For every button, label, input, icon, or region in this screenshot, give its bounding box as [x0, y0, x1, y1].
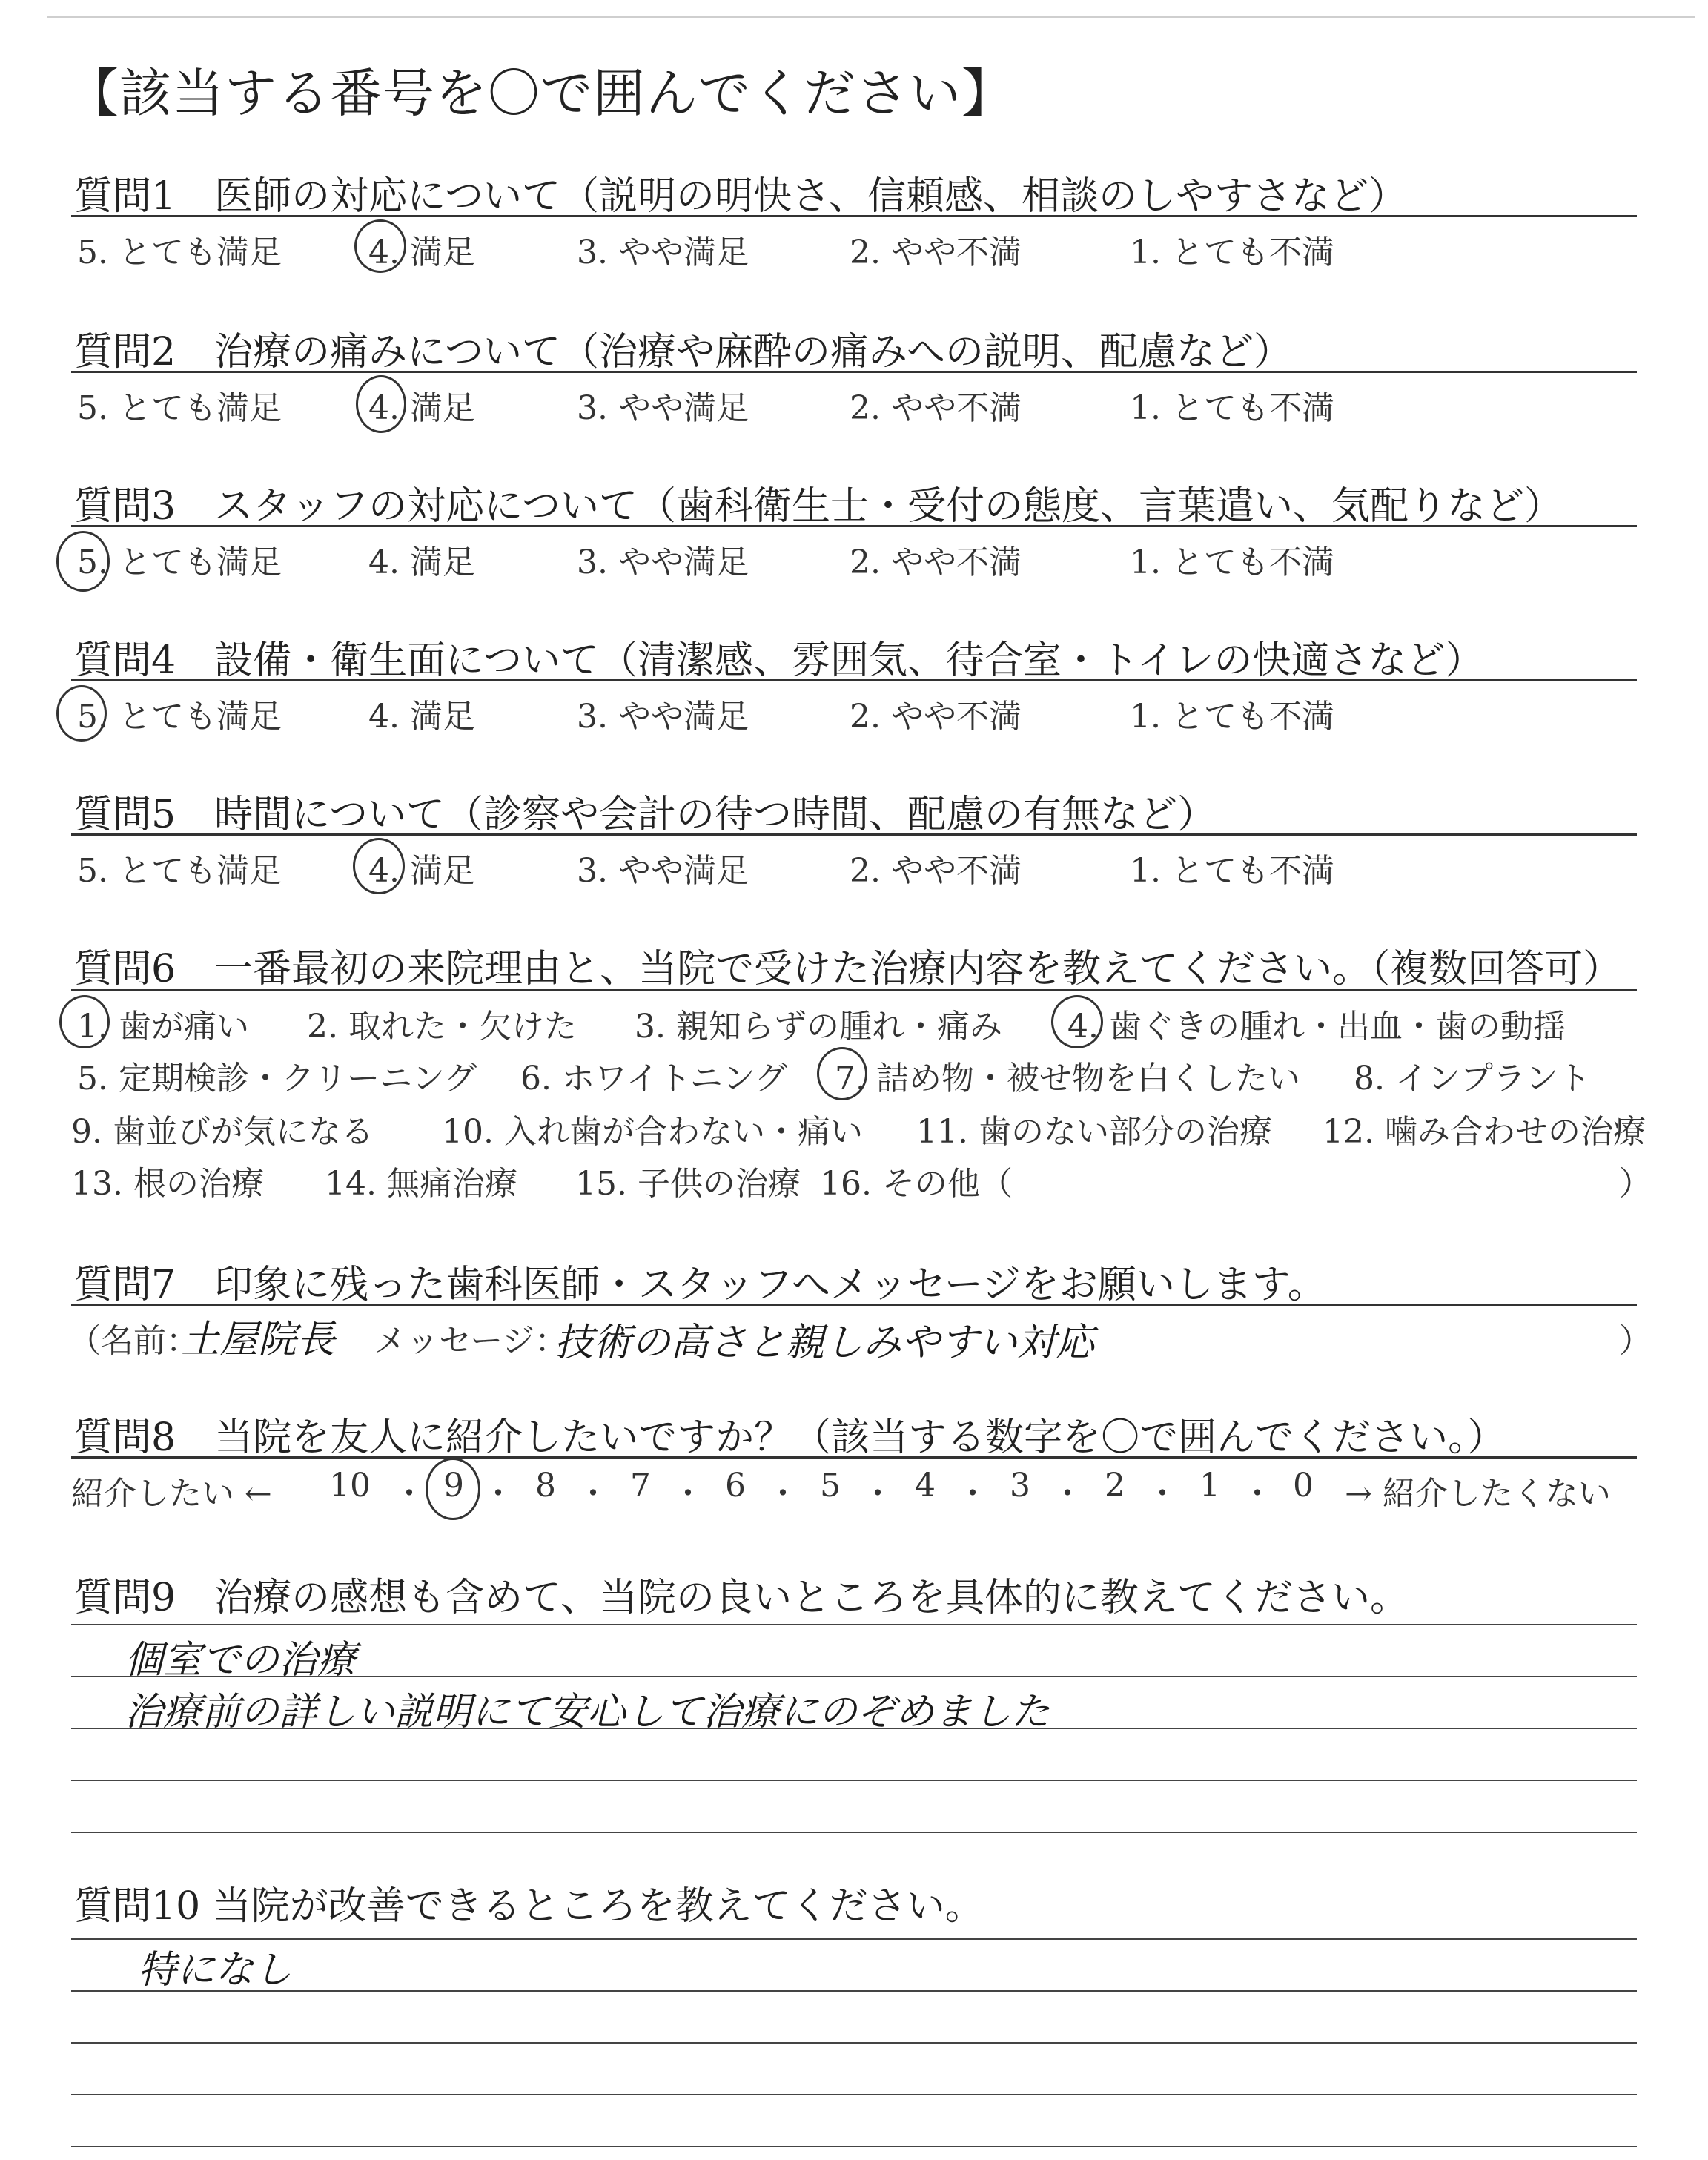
q6-option-12[interactable]: 12. 噛み合わせの治療: [1323, 1113, 1646, 1151]
question-5-title: 質問5 時間について（診察や会計の待つ時間、配慮の有無など）: [74, 793, 1217, 837]
question-8-title: 質問8 当院を友人に紹介したいですか？（該当する数字を〇で囲んでください。）: [74, 1416, 1506, 1460]
q8-left-label: 紹介したい ←: [71, 1475, 272, 1513]
q6-option-10[interactable]: 10. 入れ歯が合わない・痛い: [442, 1113, 863, 1151]
q7-message-label: メッセージ：: [374, 1322, 568, 1360]
q1-option-2[interactable]: 2. やや不満: [850, 234, 1022, 271]
question-2-title: 質問2 治療の痛みについて（治療や麻酔の痛みへの説明、配慮など）: [74, 330, 1293, 374]
question-6-rule: [71, 989, 1637, 991]
q2-option-4[interactable]: 4. 満足: [368, 389, 475, 427]
q8-selection-circle: [426, 1458, 480, 1520]
q8-score-2[interactable]: 2: [1105, 1467, 1125, 1505]
q1-selection-circle: [354, 219, 406, 273]
q1-option-3[interactable]: 3. やや満足: [577, 234, 749, 271]
q6-option-9[interactable]: 9. 歯並びが気になる: [71, 1113, 374, 1151]
q6-other-close-paren: ）: [1619, 1165, 1652, 1203]
q5-option-2[interactable]: 2. やや不満: [850, 852, 1022, 890]
q10-answer-line: [71, 2042, 1637, 2044]
q1-option-4[interactable]: 4. 満足: [368, 234, 475, 271]
q3-option-4[interactable]: 4. 満足: [368, 544, 475, 581]
q8-separator: ・: [393, 1475, 426, 1513]
q8-separator: ・: [1146, 1475, 1179, 1513]
question-7-rule: [71, 1304, 1637, 1306]
q6-option-7[interactable]: 7. 詰め物・被せ物を白くしたい: [835, 1060, 1300, 1097]
q5-option-3[interactable]: 3. やや満足: [577, 852, 749, 890]
q5-option-4[interactable]: 4. 満足: [368, 852, 475, 890]
q5-option-5[interactable]: 5. とても満足: [77, 852, 282, 890]
q10-answer-line-1[interactable]: 特になし: [138, 1948, 293, 1992]
q8-score-1[interactable]: 1: [1199, 1467, 1220, 1505]
q5-selection-circle: [353, 838, 405, 894]
q3-option-3[interactable]: 3. やや満足: [577, 544, 749, 581]
q6-option-1[interactable]: 1. 歯が痛い: [77, 1008, 249, 1046]
q2-option-2[interactable]: 2. やや不満: [850, 389, 1022, 427]
q6-option-4[interactable]: 4. 歯ぐきの腫れ・出血・歯の動揺: [1068, 1008, 1566, 1046]
q8-separator: ・: [577, 1475, 609, 1513]
q4-option-1[interactable]: 1. とても不満: [1130, 698, 1334, 736]
q3-selection-circle: [56, 531, 110, 592]
q6-option-13[interactable]: 13. 根の治療: [71, 1165, 264, 1203]
q4-option-5[interactable]: 5. とても満足: [77, 698, 282, 736]
q8-score-5[interactable]: 5: [820, 1467, 841, 1505]
q8-score-10[interactable]: 10: [329, 1467, 371, 1505]
question-9-title: 質問9 治療の感想も含めて、当院の良いところを具体的に教えてください。: [74, 1576, 1409, 1620]
q8-separator: ・: [767, 1475, 799, 1513]
q4-selection-circle: [56, 685, 107, 742]
q9-answer-line: [71, 1624, 1637, 1625]
q8-score-4[interactable]: 4: [915, 1467, 936, 1505]
question-4-title: 質問4 設備・衛生面について（清潔感、雰囲気、待合室・トイレの快適さなど）: [74, 638, 1484, 683]
q9-answer-line-2[interactable]: 治療前の詳しい説明にて安心して治療にのぞめました: [125, 1690, 1050, 1734]
q8-separator: ・: [956, 1475, 989, 1513]
q2-option-1[interactable]: 1. とても不満: [1130, 389, 1334, 427]
q10-answer-line: [71, 1990, 1637, 1992]
q4-option-3[interactable]: 3. やや満足: [577, 698, 749, 736]
question-1-rule: [71, 215, 1637, 217]
question-8-rule: [71, 1456, 1637, 1459]
q8-separator: ・: [1241, 1475, 1274, 1513]
q6-selection-circle-7: [817, 1047, 867, 1100]
question-1-title: 質問1 医師の対応について（説明の明快さ、信頼感、相談のしやすさなど）: [74, 174, 1407, 219]
instruction-header: 【該当する番号を〇で囲んでください】: [67, 63, 1014, 124]
q8-score-9[interactable]: 9: [443, 1467, 464, 1505]
q8-separator: ・: [861, 1475, 894, 1513]
q2-option-5[interactable]: 5. とても満足: [77, 389, 282, 427]
q8-right-label: → 紹介したくない: [1345, 1475, 1611, 1513]
q1-option-5[interactable]: 5. とても満足: [77, 234, 282, 271]
q9-answer-line: [71, 1832, 1637, 1833]
q4-option-2[interactable]: 2. やや不満: [850, 698, 1022, 736]
q6-option-6[interactable]: 6. ホワイトニング: [520, 1060, 788, 1097]
q3-option-1[interactable]: 1. とても不満: [1130, 544, 1334, 581]
q6-option-16[interactable]: 16. その他（: [820, 1165, 1013, 1203]
q3-option-5[interactable]: 5. とても満足: [77, 544, 282, 581]
q9-answer-line-1[interactable]: 個室での治療: [125, 1638, 357, 1682]
question-6-title: 質問6 一番最初の来院理由と、当院で受けた治療内容を教えてください。（複数回答可）: [74, 947, 1622, 991]
q6-option-8[interactable]: 8. インプラント: [1354, 1060, 1591, 1097]
q6-option-5[interactable]: 5. 定期検診・クリーニング: [77, 1060, 477, 1097]
q6-option-11[interactable]: 11. 歯のない部分の治療: [916, 1113, 1272, 1151]
q4-option-4[interactable]: 4. 満足: [368, 698, 475, 736]
top-border: [47, 16, 1695, 18]
q8-score-8[interactable]: 8: [535, 1467, 556, 1505]
q8-separator: ・: [482, 1475, 514, 1513]
q2-option-3[interactable]: 3. やや満足: [577, 389, 749, 427]
q6-option-3[interactable]: 3. 親知らずの腫れ・痛み: [635, 1008, 1002, 1046]
q2-selection-circle: [356, 375, 406, 433]
q7-name-label: （名前：: [68, 1322, 199, 1360]
q1-option-1[interactable]: 1. とても不満: [1130, 234, 1334, 271]
question-7-title: 質問7 印象に残った歯科医師・スタッフへメッセージをお願いします。: [74, 1263, 1326, 1307]
q7-message-value[interactable]: 技術の高さと親しみやすい対応: [555, 1321, 1095, 1365]
question-2-rule: [71, 371, 1637, 373]
q6-selection-circle-1: [59, 995, 110, 1048]
q5-option-1[interactable]: 1. とても不満: [1130, 852, 1334, 890]
q8-score-0[interactable]: 0: [1293, 1467, 1314, 1505]
question-3-title: 質問3 スタッフの対応について（歯科衛生士・受付の態度、言葉遣い、気配りなど）: [74, 484, 1563, 529]
q6-option-14[interactable]: 14. 無痛治療: [325, 1165, 517, 1203]
q7-name-value[interactable]: 土屋院長: [181, 1318, 336, 1362]
q8-score-6[interactable]: 6: [725, 1467, 746, 1505]
question-4-rule: [71, 679, 1637, 681]
q10-answer-line: [71, 1938, 1637, 1940]
q6-option-2[interactable]: 2. 取れた・欠けた: [307, 1008, 577, 1046]
q3-option-2[interactable]: 2. やや不満: [850, 544, 1022, 581]
q8-score-3[interactable]: 3: [1010, 1467, 1030, 1505]
q8-score-7[interactable]: 7: [630, 1467, 651, 1505]
q9-answer-line: [71, 1780, 1637, 1781]
q10-answer-line: [71, 2094, 1637, 2095]
question-10-title: 質問10 当院が改善できるところを教えてください。: [74, 1884, 984, 1929]
q6-option-15[interactable]: 15. 子供の治療: [575, 1165, 801, 1203]
q8-separator: ・: [672, 1475, 704, 1513]
question-3-rule: [71, 525, 1637, 527]
q7-close-paren: ）: [1619, 1322, 1652, 1360]
q6-selection-circle-4: [1051, 995, 1103, 1048]
q8-separator: ・: [1051, 1475, 1084, 1513]
q10-answer-line: [71, 2146, 1637, 2147]
question-5-rule: [71, 833, 1637, 836]
